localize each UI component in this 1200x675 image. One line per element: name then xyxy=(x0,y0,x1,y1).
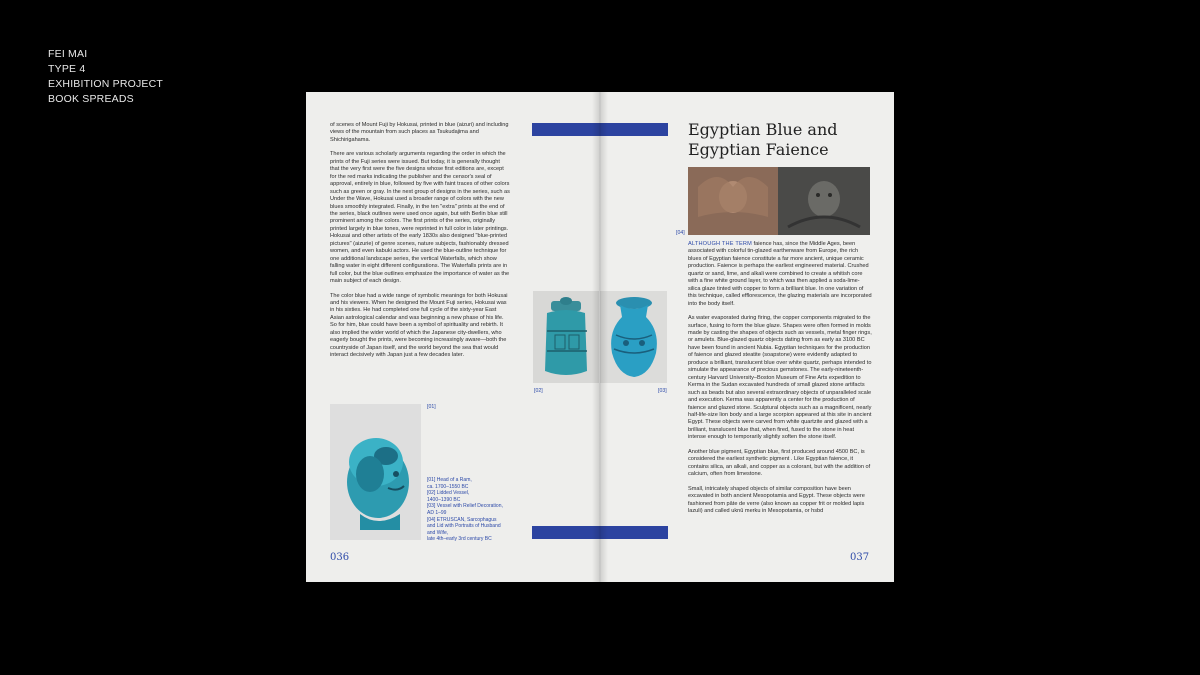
left-paragraph: of scenes of Mount Fuji by Hokusai, printed in blue (aizuri) and including views of the mountain from such places as Tsukudajima and Shichirigahama. xyxy=(330,122,509,143)
figure-label-04: [04] xyxy=(676,230,685,236)
right-paragraph-lead xyxy=(688,241,872,308)
caption-line: and Lid with Portraits of Husband xyxy=(427,523,501,530)
caption-line: and Wife, xyxy=(427,529,449,536)
figure-label-02: [02] xyxy=(534,388,543,394)
page-title: Egyptian Blue and Egyptian Faience xyxy=(688,120,838,159)
caption-line: [03] Vessel with Relief Decoration, xyxy=(427,503,503,510)
project-header xyxy=(48,47,163,107)
designer-name: FEI MAI xyxy=(48,48,88,60)
right-paragraph: Another blue pigment, Egyptian blue, first produced around 4500 BC, is considered the earliest synthetic pigment . Like Egyptian faience, it contains silica, an alkali, and copper as a colorant, but with the addition of calcium, often from limestone. xyxy=(688,448,871,478)
caption-line: 1400–1390 BC xyxy=(427,496,461,503)
relief-vessel-image xyxy=(600,291,667,383)
caption-line: ca. 1700–1550 BC xyxy=(427,483,469,490)
caption-line: late 4th–early 3rd century BC xyxy=(427,536,492,543)
caption-line: AD 1–99 xyxy=(427,509,447,516)
caption-line: [02] Lidded Vessel, xyxy=(427,490,470,497)
book-gutter xyxy=(592,92,608,582)
project-type: TYPE 4 xyxy=(48,63,86,75)
ram-head-image xyxy=(330,404,421,540)
page-number-left: 036 xyxy=(330,552,350,563)
right-body-text xyxy=(688,241,872,522)
image-captions xyxy=(427,477,547,543)
lead-paragraph-rest: faience has, since the Middle Ages, been associated with colorful tin-glazed earthenware from Europe, the rich blues of Egyptian faience constitute a far more ancient, unique ceramic production. Faience is perhaps the earliest engineered material. Crushed quartz or sand, lime, and alkali were combined to create a whitish core with a fine white ground layer, to which was then applied a soda-lime-silica glaze tinted with copper to form a brilliant blue. In one variation of this technique, called efflorescence, the glazing materials are incorporated into the body itself. xyxy=(688,241,872,307)
right-paragraph: As water evaporated during firing, the copper components migrated to the surface, fusing to form the blue glaze. Shapes were often formed in molds made by casting the shapes of objects such as vessels, metal finger rings, or amulets. Blue-glazed quartz objects dating from as early as 3100 BC have been found in ancient Nubia. Egyptian techniques for the production of faience and glazed steatite (soapstone) were evidently adapted to produce a brilliant, translucent blue over white quartz, perhaps intended to simulate the appearance of precious gemstones. The early-nineteenth-century Harvard University–Boston Museum of Fine Arts expedition to Kerma in the Sudan excavated hundreds of small glazed stone artifacts such as beads but also several extraordinary objects of unparalleled scale and execution. Kerma was apparently a center for the production of faience and glazed stone. Sculptural objects such as a magnificent, nearly half-life-size lion body and a large scorpion appeared at this site in ancient Egypt. These objects were carved from white quartzite and glazed with a brilliant, translucent blue that, when fired, fused to the stone in heat intense enough to temporarily slightly soften the stone itself. xyxy=(688,315,872,441)
project-subtitle: BOOK SPREADS xyxy=(48,93,134,105)
project-category: EXHIBITION PROJECT xyxy=(48,78,164,90)
caption-line: [04] ETRUSCAN, Sarcophagus xyxy=(427,516,497,523)
book-spread xyxy=(306,92,894,582)
left-paragraph: The color blue had a wide range of symbolic meanings for both Hokusai and his viewers. When he designed the Mount Fuji series, Hokusai was in his sixties. He had completed one full cycle of the sixty-year East Asian astrological calendar and was beginning a new phase of his life. So for him, blue could have been a symbol of spirituality and rebirth. It also implied the wider world of which the Japanese city-dwellers, who eagerly bought the prints, were becoming increasingly aware—both the countryside of Japan itself, and the world beyond the sea that would interact decisively with Japan just a few decades later. xyxy=(330,292,508,359)
caption-line: [01] Head of a Ram, xyxy=(427,477,472,483)
lead-in-text: ALTHOUGH THE TERM xyxy=(688,241,753,247)
lidded-vessel-image xyxy=(533,291,599,383)
left-body-text xyxy=(330,122,510,367)
figure-label-03: [03] xyxy=(658,388,667,394)
right-paragraph: Small, intricately shaped objects of similar composition have been excavated in both ancient Mesopotamia and Egypt. These objects were fashioned from pâte de verre (also known as copper frit or molded lapis lazuli) and called uknû merku in Mesopotamia, or hsbd xyxy=(688,485,865,514)
left-paragraph: There are various scholarly arguments regarding the order in which the prints of the Fuji series were issued. But today, it is generally thought that the very first were the five designs whose first editions are, except for the red marks indicating the publisher and the censor's seal of approval, entirely in blue, followed by five with faint traces of other colors such as green or gray. In the next group of designs in the series, such as Under the Wave, Hokusai used a broader range of colors with the new blues smoothly integrated. Finally, in the ten "extra" prints at the end of the series, black outlines were used once again, but with Berlin blue still prominent among the colors. The first prints of the series, originally printed largely in blue tones, were reprinted in full color in later printings. Hokusai and other artists of the early 1830s also designed "blue-printed pictures" (aizurie) of genre scenes, nature subjects, fashionably dressed women, and even kabuki actors. He used the blue-outline technique for one additional landscape series, the vertical Waterfalls, which show falling water in eight different configurations. The Waterfalls prints are in full color, but the blue outlines emphasize the importance of water as the main subject of each design. xyxy=(330,151,510,285)
page-number-right: 037 xyxy=(850,552,870,563)
sarcophagus-image xyxy=(688,167,870,235)
figure-label-01: [01] xyxy=(427,404,436,410)
